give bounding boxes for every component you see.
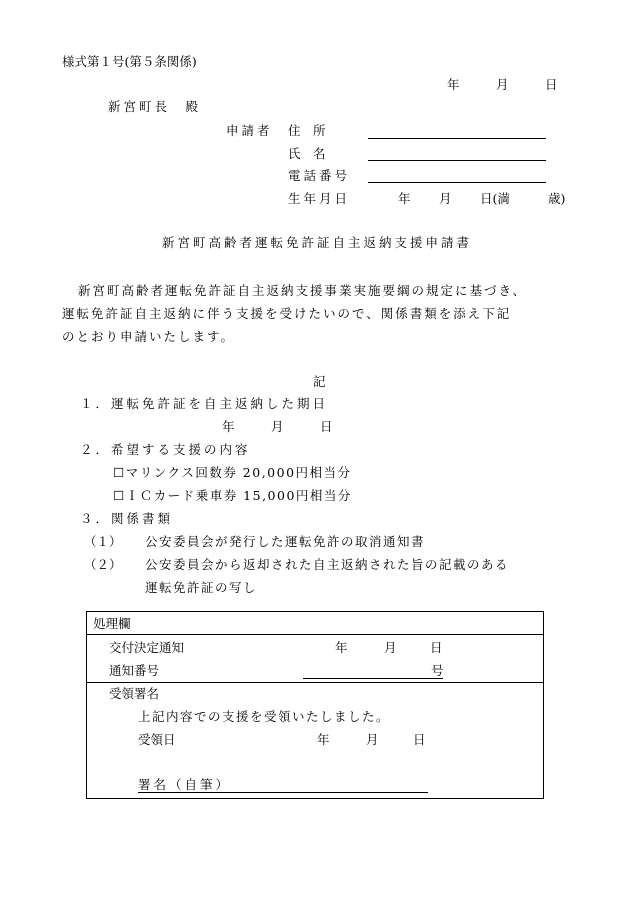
- receipt-year: 年: [317, 732, 330, 747]
- item3-label: ３．関係書類: [80, 511, 174, 526]
- addressee: 新宮町長 殿: [108, 99, 202, 114]
- body-line-1: 新宮町高齢者運転免許証自主返納支援事業実施要綱の規定に基づき、: [78, 283, 528, 298]
- decision-year: 年: [335, 640, 348, 655]
- notice-number-line[interactable]: [303, 678, 443, 679]
- age-suffix: 歳): [548, 191, 566, 206]
- decision-label: 交付決定通知: [109, 640, 185, 655]
- item2-label: ２．希望する支援の内容: [80, 442, 251, 457]
- body-line-2: 運転免許証自主返納に伴う支援を受けたいので、関係書類を添え下記: [62, 306, 512, 321]
- processing-header: 処理欄: [93, 616, 131, 631]
- processing-box: [86, 611, 544, 799]
- applicant-label: 申請者: [226, 123, 273, 138]
- notice-number-label: 通知番号: [109, 663, 160, 678]
- processing-divider-top: [87, 634, 543, 635]
- item1-day: 日: [320, 419, 333, 434]
- receipt-month: 月: [366, 732, 379, 747]
- birth-day: 日(満: [480, 191, 510, 206]
- signature-line[interactable]: [138, 792, 428, 793]
- date-day: 日: [545, 77, 558, 92]
- support-option-ic-card[interactable]: ☐ＩＣカード乗車券 15,000円相当分: [113, 488, 352, 503]
- address-field-line[interactable]: [368, 138, 546, 139]
- item1-month: 月: [271, 419, 284, 434]
- name-field-line[interactable]: [368, 160, 546, 161]
- item1-label: １．運転免許証を自主返納した期日: [80, 396, 329, 411]
- name-label: 氏 名: [288, 146, 326, 161]
- doc2-number: （２）: [84, 557, 122, 572]
- doc2-text-line2: 運転免許証の写し: [145, 580, 258, 595]
- ki-heading: 記: [313, 374, 326, 389]
- notice-number-suffix: 号: [431, 663, 444, 678]
- form-number: 様式第１号(第５条関係): [62, 54, 197, 69]
- support-option-marinx[interactable]: ☐マリンクス回数券 20,000円相当分: [113, 465, 352, 480]
- receipt-header: 受領署名: [109, 686, 160, 701]
- signature-label: 署名（自筆）: [138, 777, 232, 792]
- birth-month: 月: [439, 191, 452, 206]
- processing-divider-middle: [87, 682, 543, 683]
- receipt-text: 上記内容での支援を受領いたしました。: [138, 709, 391, 724]
- decision-day: 日: [430, 640, 443, 655]
- receipt-day: 日: [413, 732, 426, 747]
- date-month: 月: [496, 77, 509, 92]
- body-line-3: のとおり申請いたします。: [62, 329, 236, 344]
- doc1-text: 公安委員会が発行した運転免許の取消通知書: [145, 534, 426, 549]
- document-title: 新宮町高齢者運転免許証自主返納支援申請書: [162, 235, 473, 250]
- birth-year: 年: [398, 191, 411, 206]
- decision-month: 月: [384, 640, 397, 655]
- address-label: 住 所: [288, 123, 326, 138]
- item1-year: 年: [222, 419, 235, 434]
- date-year: 年: [447, 77, 460, 92]
- birth-label: 生年月日: [288, 191, 351, 206]
- phone-label: 電話番号: [288, 168, 351, 183]
- phone-field-line[interactable]: [368, 182, 546, 183]
- receipt-date-label: 受領日: [138, 732, 176, 747]
- doc2-text-line1: 公安委員会から返却された自主返納された旨の記載のある: [145, 557, 510, 572]
- doc1-number: （１）: [84, 534, 122, 549]
